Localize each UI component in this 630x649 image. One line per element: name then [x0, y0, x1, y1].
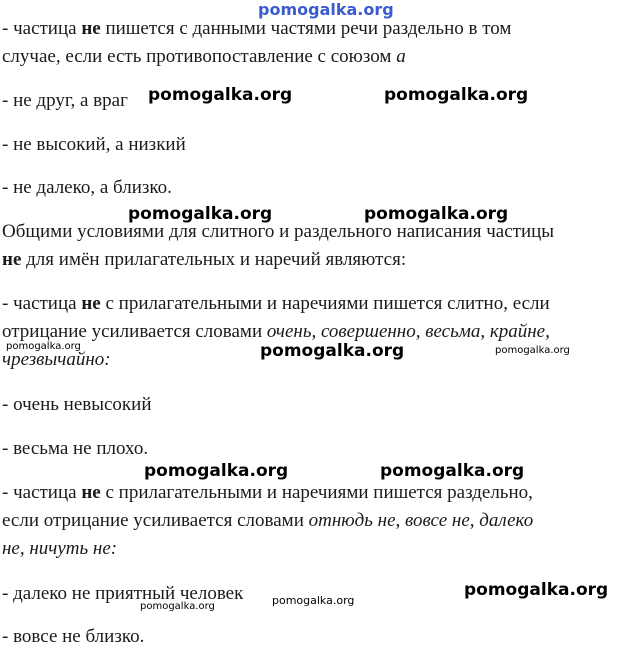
particle-ne: не	[2, 249, 22, 270]
watermark: pomogalka.org	[144, 461, 289, 481]
particle-ne: не	[81, 18, 101, 39]
watermark-top: pomogalka.org	[258, 0, 394, 19]
watermark: pomogalka.org	[384, 85, 529, 105]
intensifiers-end: не, ничуть не:	[2, 538, 118, 559]
rule-3-line-2	[2, 509, 628, 533]
text: с прилагательными и наречиями пишется слитно, если	[100, 293, 550, 314]
example-5: - весьма не плохо.	[2, 438, 149, 459]
conjunction-a: а	[396, 46, 406, 67]
text: пишется с данными частями речи раздельно в том	[100, 18, 512, 39]
particle-ne: не	[81, 482, 101, 503]
text: если отрицание усиливается словами	[2, 510, 309, 531]
watermark: pomogalka.org	[364, 204, 509, 224]
example-3: - не далеко, а близко.	[2, 177, 172, 198]
intensifiers: отнюдь не, вовсе не, далеко	[308, 510, 534, 531]
intensifiers-end: чрезвычайно:	[2, 349, 111, 370]
watermark: pomogalka.org	[148, 85, 293, 105]
text: Общими условиями для слитного и раздельного написания частицы	[2, 221, 555, 242]
text: - частица	[2, 293, 82, 314]
rule-2-line-1	[2, 292, 628, 316]
example-4: - очень невысокий	[2, 394, 152, 415]
watermark: pomogalka.org	[128, 204, 273, 224]
watermark-small: pomogalka.org	[495, 345, 570, 356]
intensifiers: очень, совершенно, весьма, крайне,	[266, 321, 550, 342]
watermark: pomogalka.org	[464, 580, 609, 600]
rule-1-line-2	[2, 45, 406, 69]
example-7: - вовсе не близко.	[2, 626, 145, 647]
text: для имён прилагательных и наречий являются:	[21, 249, 407, 270]
general-rules-line-2	[2, 248, 406, 272]
particle-ne: не	[81, 293, 101, 314]
watermark: pomogalka.org	[260, 341, 405, 361]
watermark: pomogalka.org	[380, 461, 525, 481]
rule-3-line-1	[2, 481, 628, 505]
text: - частица	[2, 18, 82, 39]
text: случае, если есть противопоставление с союзом	[2, 46, 397, 67]
rule-1-line-1	[2, 17, 628, 41]
watermark-small: pomogalka.org	[272, 594, 355, 607]
text: с прилагательными и наречиями пишется раздельно,	[100, 482, 533, 503]
general-rules-line-1	[2, 220, 628, 244]
example-2: - не высокий, а низкий	[2, 134, 186, 155]
example-6: - далеко не приятный человек	[2, 583, 244, 604]
watermark-small: pomogalka.org	[6, 341, 81, 352]
watermark-small: pomogalka.org	[140, 601, 215, 612]
text: - частица	[2, 482, 82, 503]
text: отрицание усиливается словами	[2, 321, 267, 342]
example-1: - не друг, а враг	[2, 90, 128, 111]
rule-3-line-3	[2, 537, 117, 561]
